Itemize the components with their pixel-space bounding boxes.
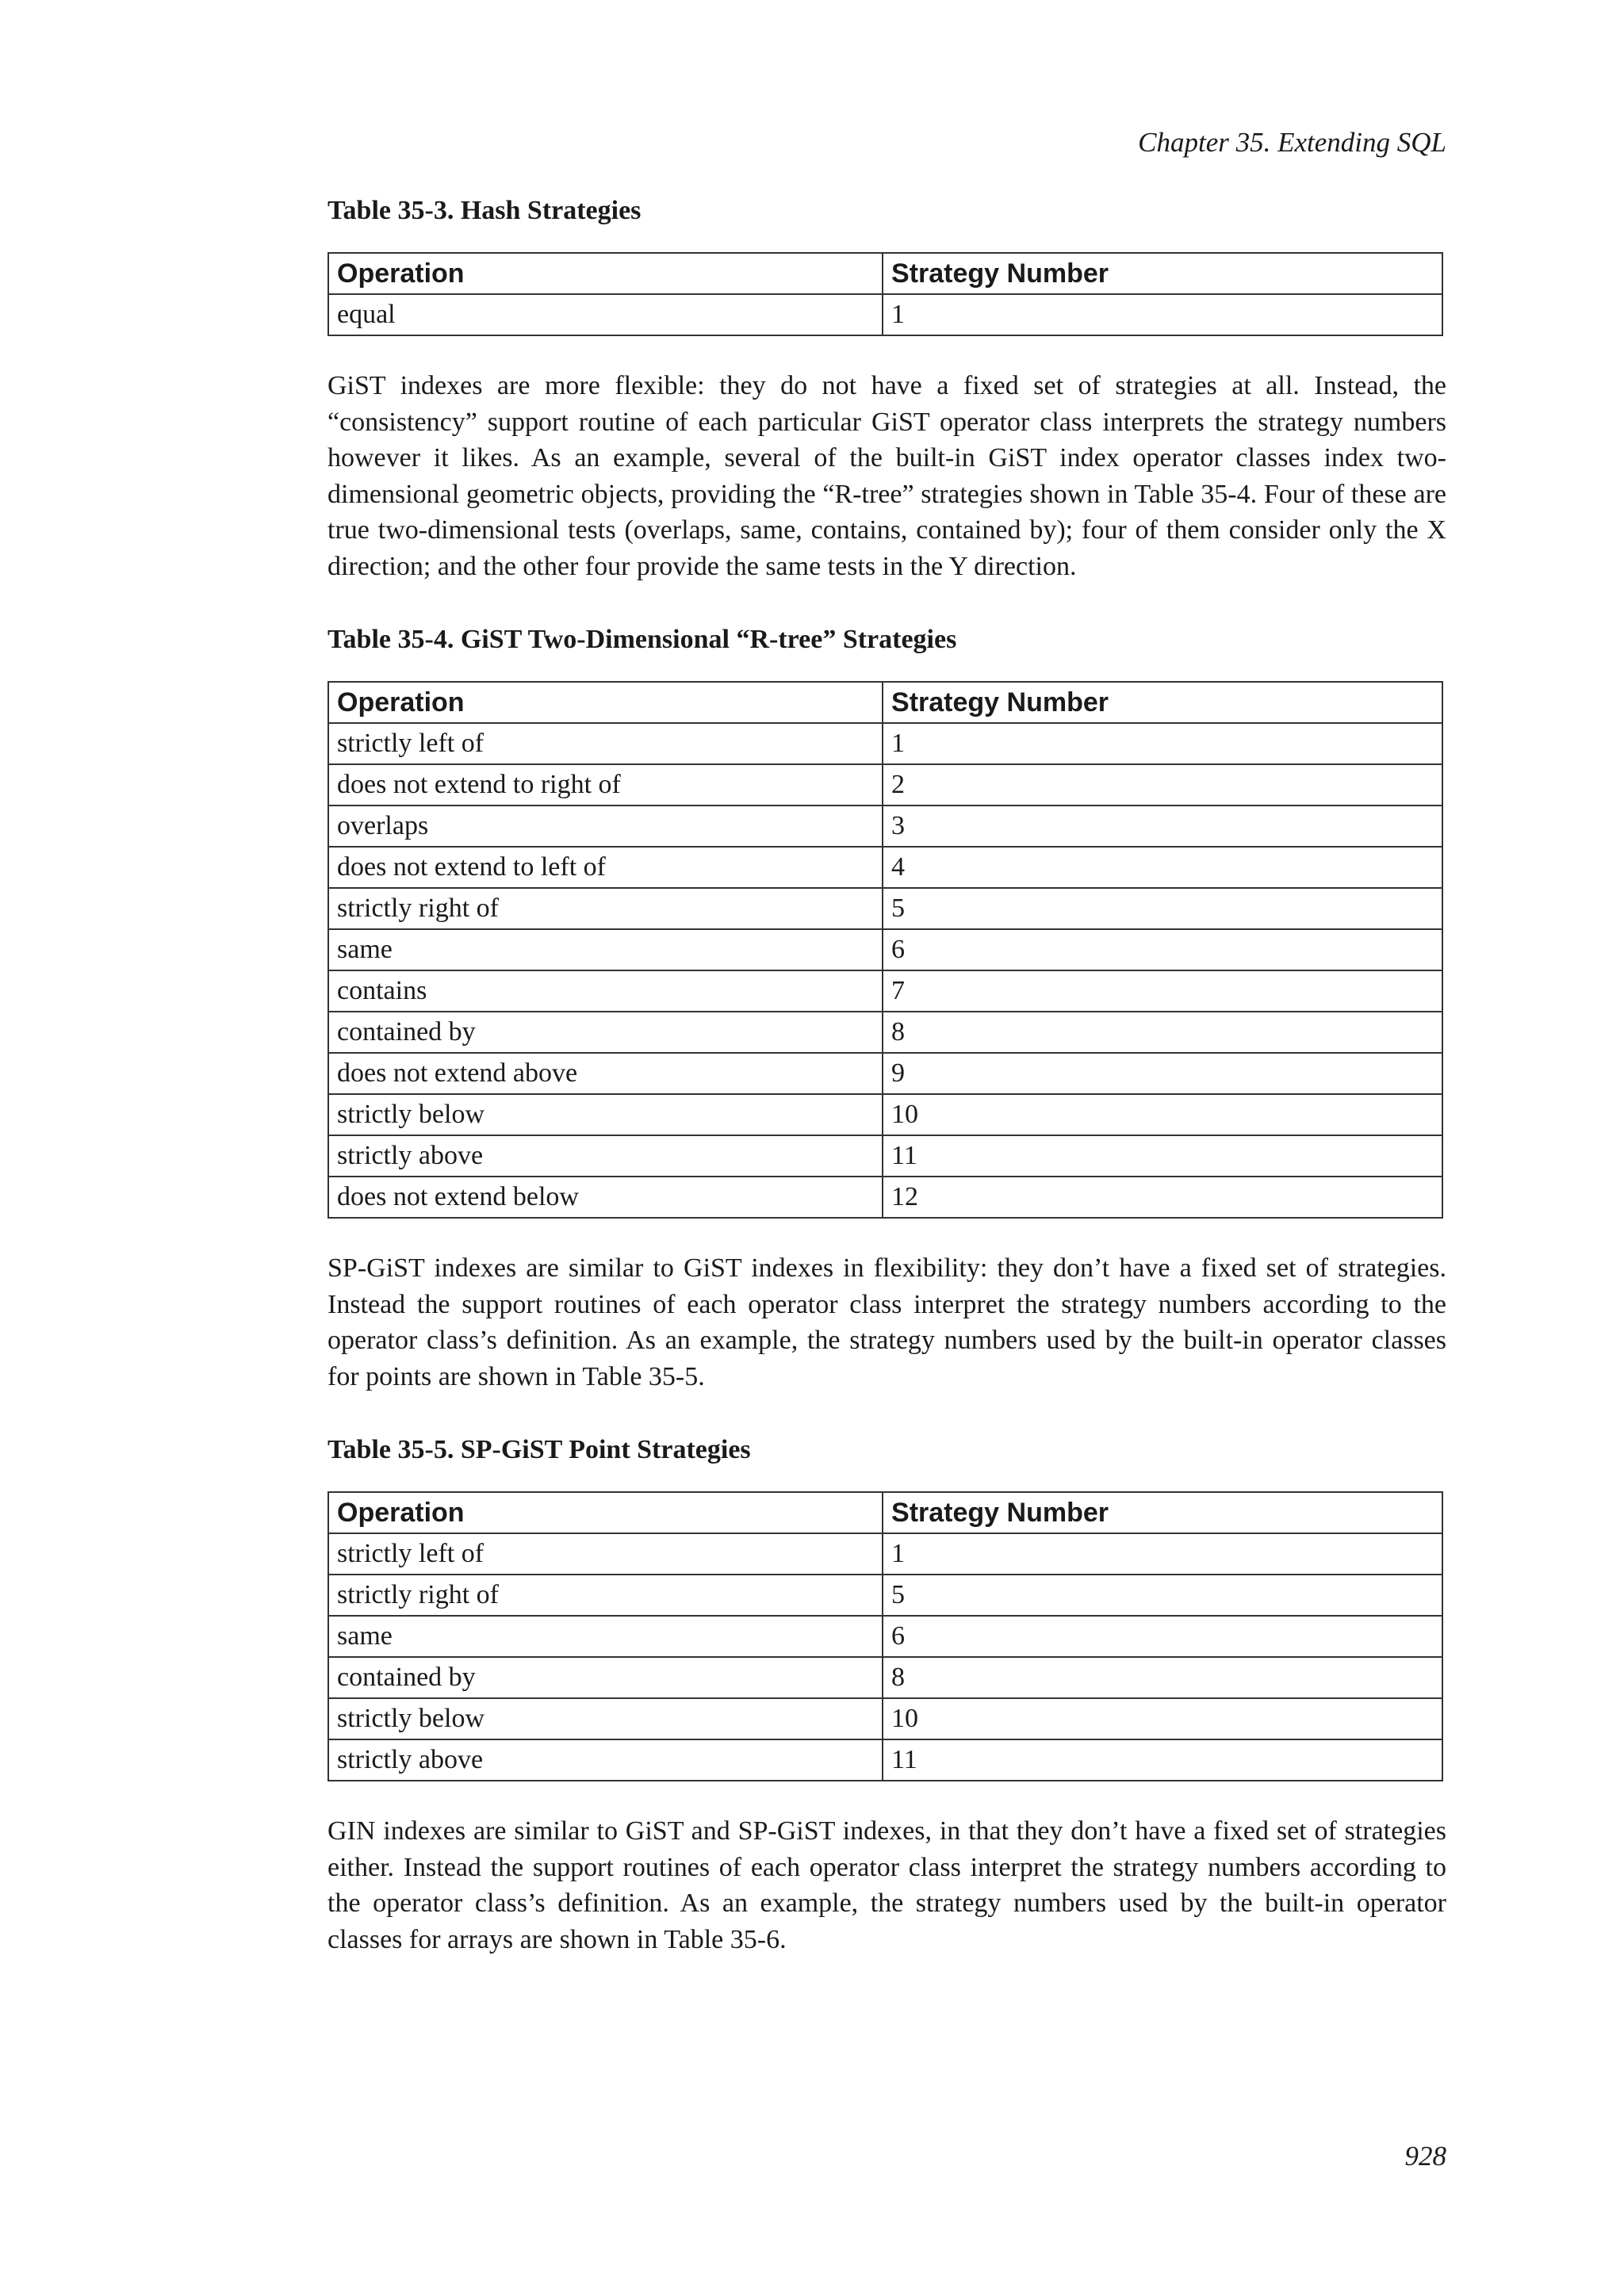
strategy-number-cell: 1 xyxy=(883,723,1442,764)
strategy-number-cell: 10 xyxy=(883,1698,1442,1739)
table-header-row xyxy=(328,682,1442,723)
strategy-number-cell: 6 xyxy=(883,929,1442,970)
operation-cell: contained by xyxy=(328,1657,883,1698)
operation-cell: strictly below xyxy=(328,1698,883,1739)
operation-cell: does not extend to left of xyxy=(328,847,883,888)
operation-cell: overlaps xyxy=(328,806,883,847)
column-header-operation: Operation xyxy=(328,682,883,723)
strategy-number-cell: 11 xyxy=(883,1739,1442,1781)
chapter-header: Chapter 35. Extending SQL xyxy=(1138,127,1446,158)
operation-cell: strictly left of xyxy=(328,1533,883,1575)
operation-cell: strictly right of xyxy=(328,888,883,929)
operation-cell: strictly below xyxy=(328,1094,883,1135)
table-row xyxy=(328,1657,1442,1698)
column-header-operation: Operation xyxy=(328,1492,883,1533)
operation-cell: does not extend below xyxy=(328,1177,883,1218)
paragraph-gist: GiST indexes are more flexible: they do not have a fixed set of strategies at all. Instead, the “consistency” support routine of each particular GiST operator class interprets the strategy numbers however it likes. As an example, several of the built-in GiST index operator classes index two-dimensional geometric objects, providing the “R-tree” strategies shown in Table 35-4. Four of these are true two-dimensional tests (overlaps, same, contains, contained by); four of them consider only the X direction; and the other four provide the same tests in the Y direction. xyxy=(327,371,1446,581)
table-row xyxy=(328,929,1442,970)
strategy-number-cell: 8 xyxy=(883,1012,1442,1053)
table-caption-spgist-point-strategies: Table 35-5. SP-GiST Point Strategies xyxy=(327,1435,751,1464)
strategy-number-cell: 11 xyxy=(883,1135,1442,1177)
gist-rtree-strategies-table xyxy=(327,681,1443,1219)
page-content xyxy=(327,193,1446,1996)
operation-cell: contained by xyxy=(328,1012,883,1053)
table-row xyxy=(328,806,1442,847)
table-row xyxy=(328,1094,1442,1135)
table-row xyxy=(328,1177,1442,1218)
column-header-strategy-number: Strategy Number xyxy=(883,682,1442,723)
strategy-number-cell: 8 xyxy=(883,1657,1442,1698)
strategy-number-cell: 2 xyxy=(883,764,1442,806)
page-number: 928 xyxy=(1404,2141,1446,2172)
spgist-point-strategies-table xyxy=(327,1491,1443,1781)
operation-cell: does not extend to right of xyxy=(328,764,883,806)
paragraph-spgist: SP-GiST indexes are similar to GiST indexes in flexibility: they don’t have a fixed set of strategies. Instead the support routines of each operator class interpret the strategy numbers according to the operator class’s definition. As an example, the strategy numbers used by the built-in operator classes for points are shown in Table 35-5. xyxy=(327,1253,1446,1391)
table-row xyxy=(328,764,1442,806)
operation-cell: does not extend above xyxy=(328,1053,883,1094)
operation-cell: strictly left of xyxy=(328,723,883,764)
strategy-number-cell: 1 xyxy=(883,294,1442,335)
column-header-operation: Operation xyxy=(328,253,883,294)
column-header-strategy-number: Strategy Number xyxy=(883,1492,1442,1533)
operation-cell: contains xyxy=(328,970,883,1012)
table-header-row xyxy=(328,1492,1442,1533)
table-row xyxy=(328,1739,1442,1781)
table-row xyxy=(328,888,1442,929)
strategy-number-cell: 9 xyxy=(883,1053,1442,1094)
paragraph-gin: GIN indexes are similar to GiST and SP-GiST indexes, in that they don’t have a fixed set of strategies either. Instead the support routines of each operator class interpret the strategy numbers according to the operator class’s definition. As an example, the strategy numbers used by the built-in operator classes for arrays are shown in Table 35-6. xyxy=(327,1816,1446,1954)
strategy-number-cell: 1 xyxy=(883,1533,1442,1575)
strategy-number-cell: 3 xyxy=(883,806,1442,847)
operation-cell: strictly above xyxy=(328,1135,883,1177)
table-row xyxy=(328,1135,1442,1177)
table-row xyxy=(328,294,1442,335)
hash-strategies-table xyxy=(327,252,1443,336)
column-header-strategy-number: Strategy Number xyxy=(883,253,1442,294)
table-caption-gist-rtree-strategies: Table 35-4. GiST Two-Dimensional “R-tree” Strategies xyxy=(327,625,957,654)
strategy-number-cell: 6 xyxy=(883,1616,1442,1657)
table-row xyxy=(328,723,1442,764)
operation-cell: strictly right of xyxy=(328,1575,883,1616)
table-row xyxy=(328,1053,1442,1094)
strategy-number-cell: 7 xyxy=(883,970,1442,1012)
operation-cell: same xyxy=(328,1616,883,1657)
table-row xyxy=(328,1575,1442,1616)
strategy-number-cell: 12 xyxy=(883,1177,1442,1218)
table-row xyxy=(328,1616,1442,1657)
table-row xyxy=(328,847,1442,888)
strategy-number-cell: 4 xyxy=(883,847,1442,888)
operation-cell: equal xyxy=(328,294,883,335)
table-row xyxy=(328,970,1442,1012)
table-row xyxy=(328,1698,1442,1739)
table-row xyxy=(328,1012,1442,1053)
strategy-number-cell: 5 xyxy=(883,1575,1442,1616)
table-caption-hash-strategies: Table 35-3. Hash Strategies xyxy=(327,196,642,225)
operation-cell: strictly above xyxy=(328,1739,883,1781)
operation-cell: same xyxy=(328,929,883,970)
strategy-number-cell: 10 xyxy=(883,1094,1442,1135)
table-row xyxy=(328,1533,1442,1575)
strategy-number-cell: 5 xyxy=(883,888,1442,929)
table-header-row xyxy=(328,253,1442,294)
